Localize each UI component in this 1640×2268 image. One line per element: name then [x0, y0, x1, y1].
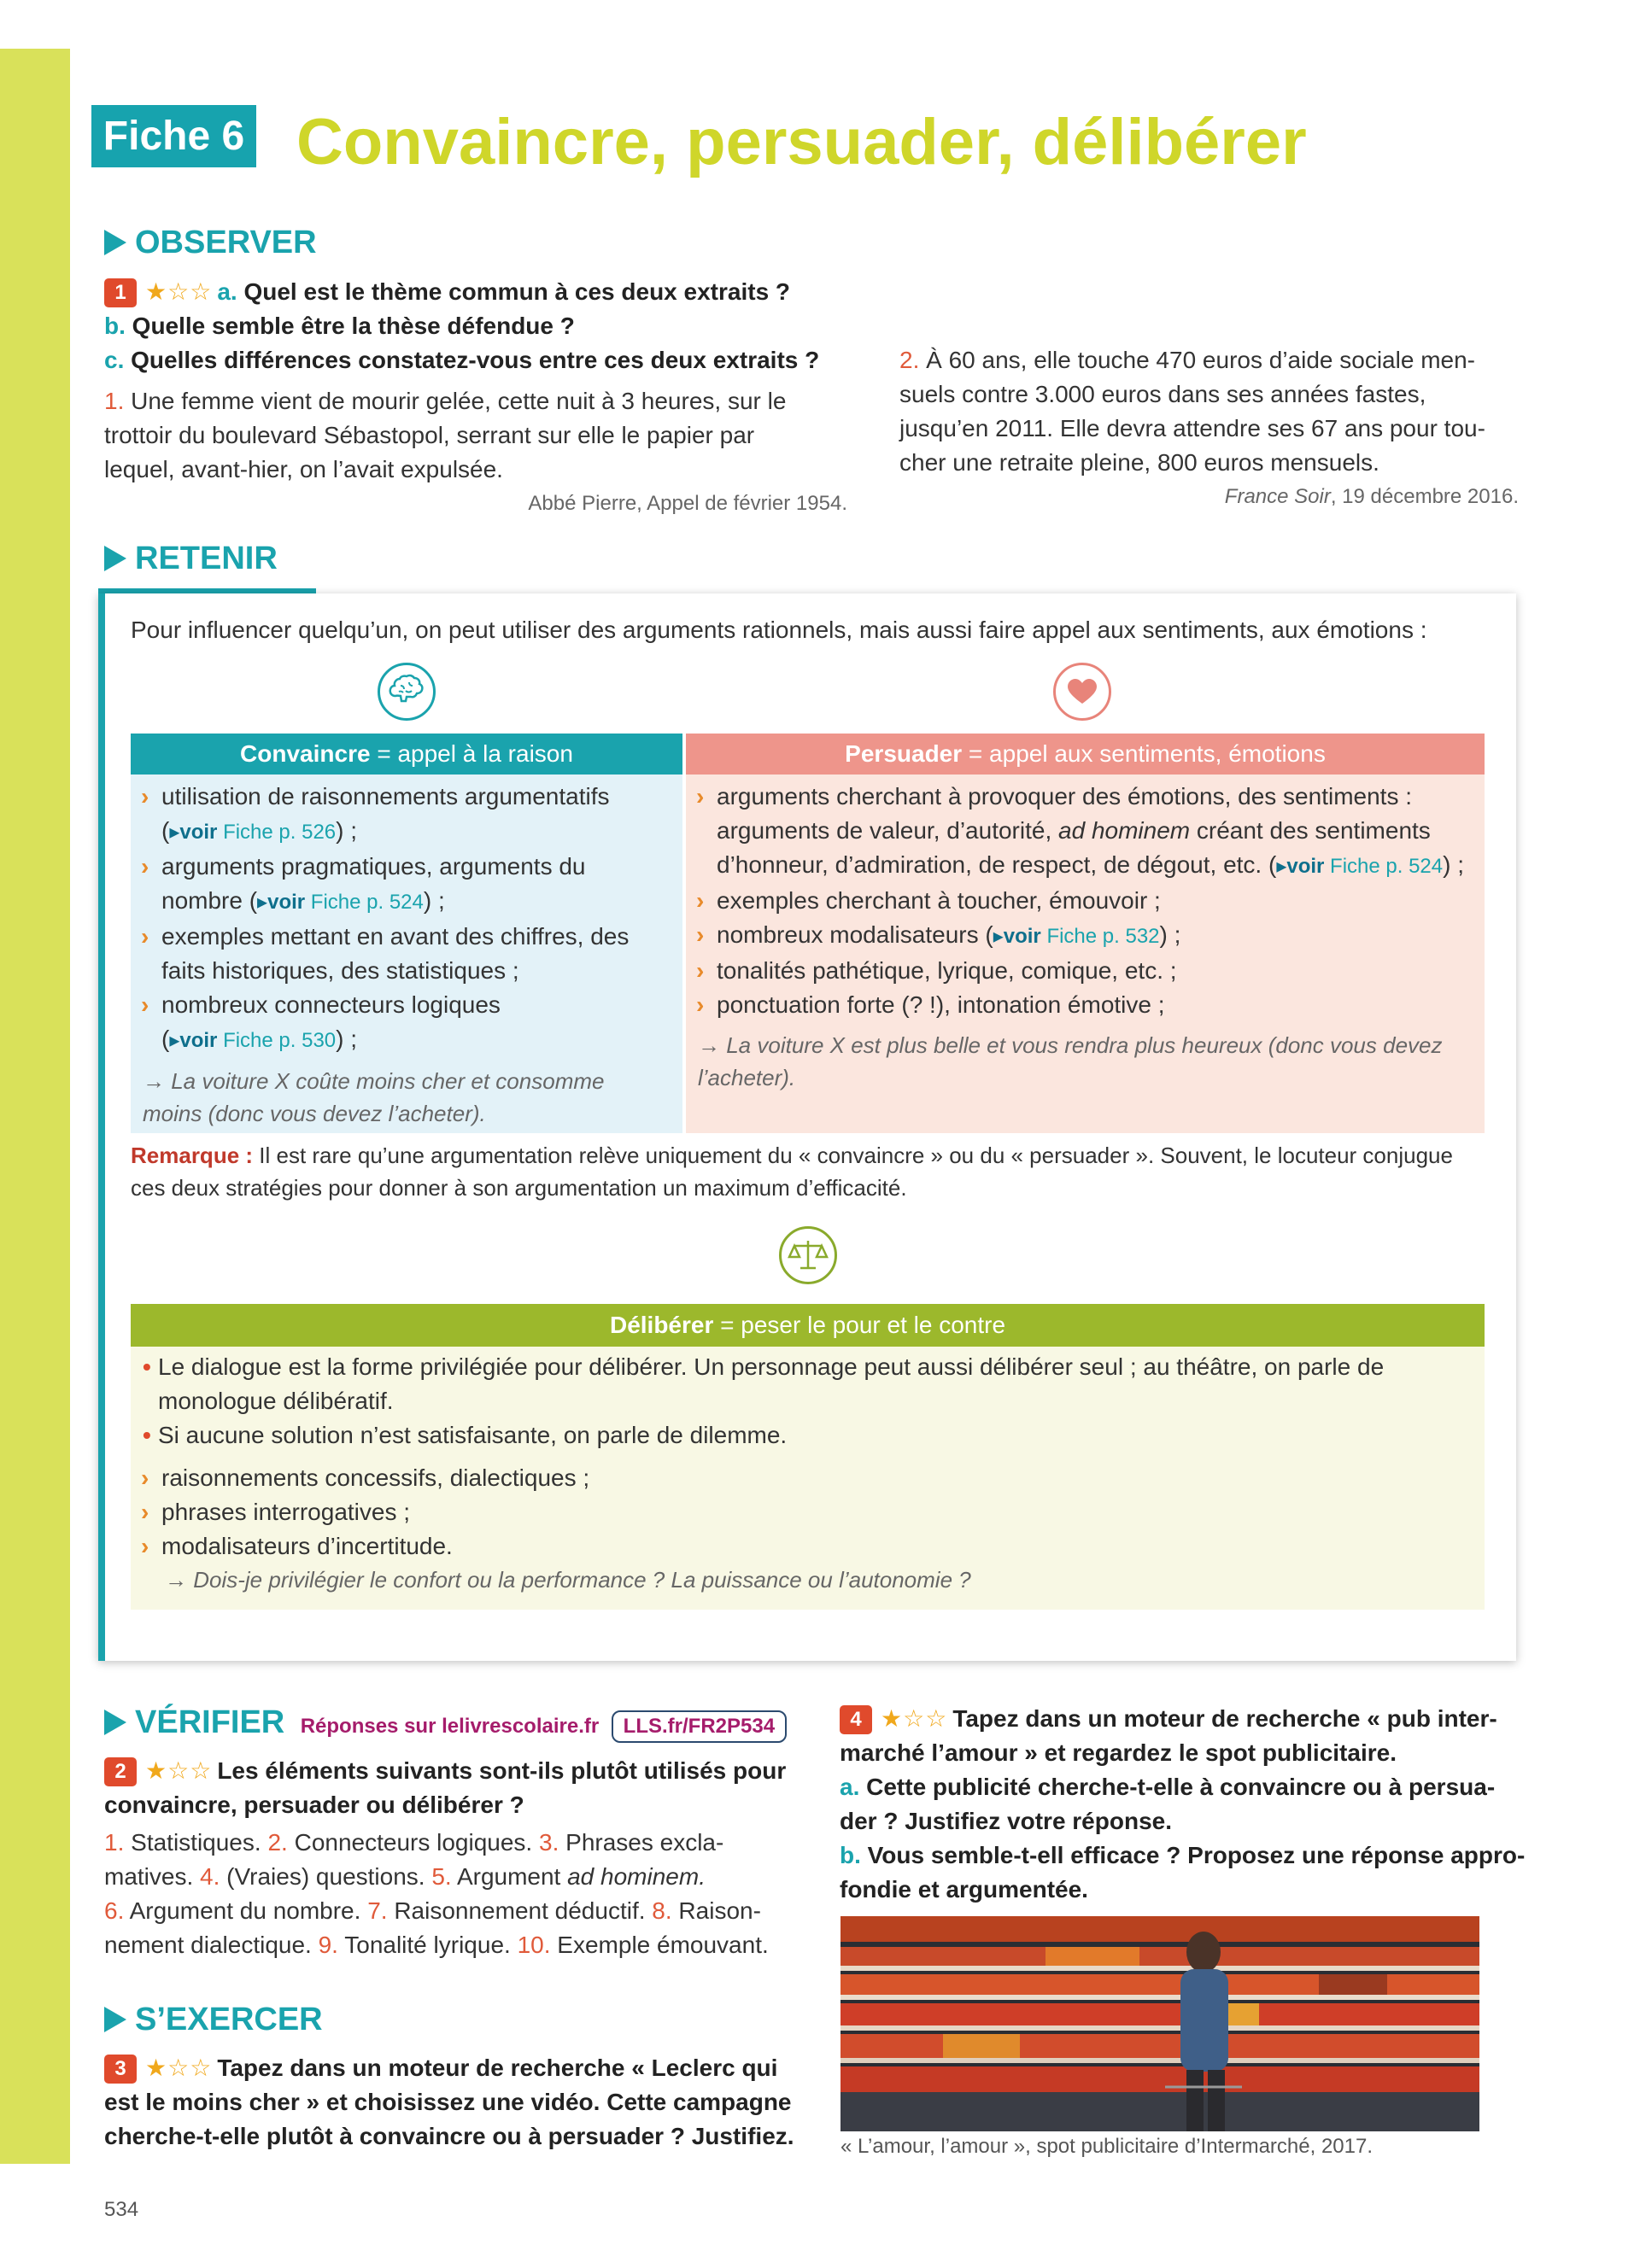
side-color-band	[0, 49, 70, 2164]
extract-2-source: France Soir, 19 décembre 2016.	[1224, 485, 1519, 508]
difficulty-stars: ★☆☆	[145, 278, 213, 305]
ad-photo	[840, 1916, 1479, 2131]
triangle-icon	[104, 1710, 126, 1735]
exercise-number: 1	[104, 278, 137, 307]
extract-1: 1. Une femme vient de mourir gelée, cette nuit à 3 heures, sur le trottoir du boulevard Sébastopol, serrant sur elle le papier par lequel, avant-hier, on l’avait expulsée. Abbé Pierre, Appel de février 1954.	[104, 384, 847, 521]
convaincre-header: Convaincre = appel à la raison	[131, 734, 682, 775]
ad-caption: « L’amour, l’amour », spot publicitaire d’Intermarché, 2017.	[840, 2135, 1374, 2158]
convaincre-column: Convaincre = appel à la raison › utilisation de raisonnements argumentatifs (▸voir Fiche p. 526) ; › arguments pragmatiques, arguments du nombre (▸voir Fiche p. 524) ; › exemples mettant en avant des chiffres, des faits historiques, des statistiques ; › nombreux connecteurs logiques (▸voir Fiche p. 530) ; → La voiture X coûte moins cher et consomme moins (donc vous devez l’acheter).	[131, 734, 682, 1133]
triangle-icon	[104, 2007, 126, 2032]
difficulty-stars: ★☆☆	[145, 1757, 213, 1784]
persuader-column: Persuader = appel aux sentiments, émotions › arguments cherchant à provoquer des émotions, des sentiments : arguments de valeur, d’autorité, ad hominem créant des sentiments d’honneur, d’admiration, de respect, de dégout, etc. (▸voir Fiche p. 524) ; › exemples cherchant à toucher, émouvoir ; › nombreux modalisateurs (▸voir Fiche p. 532) ; › tonalités pathétique, lyrique, comique, etc. ; › ponctuation forte (? !), intonation émotive ; → La voiture X est plus belle et vous rendra plus heureux (donc vous devez l’acheter).	[686, 734, 1485, 1133]
extract-1-source: Abbé Pierre, Appel de février 1954.	[528, 492, 847, 515]
triangle-icon	[104, 546, 126, 571]
exercise-4: 4 ★☆☆ Tapez dans un moteur de recherche « pub inter- marché l’amour » et regardez le spot publicitaire. a. Cette publicité cherche-t-elle à convaincre ou à persua- der ? Justifiez votre réponse. b. Vous semble-t-ell efficace ? Proposez une réponse appro- fondie et argumentée.	[840, 1705, 1526, 1903]
brain-icon	[378, 663, 436, 721]
exercise-number: 3	[104, 2055, 137, 2084]
exercer-heading: S’EXERCER	[104, 1999, 323, 2040]
difficulty-stars: ★☆☆	[881, 1705, 948, 1732]
convaincre-example: → La voiture X coûte moins cher et consomme moins (donc vous devez l’acheter).	[143, 1068, 605, 1126]
page-number: 534	[104, 2198, 139, 2221]
retenir-intro: Pour influencer quelqu’un, on peut utiliser des arguments rationnels, mais aussi faire appel aux sentiments, aux émotions :	[131, 617, 1427, 643]
fiche-badge: Fiche 6	[91, 105, 256, 167]
remarque: Remarque : Il est rare qu’une argumentation relève uniquement du « convaincre » ou du « persuader ». Souvent, le locuteur conjugue ces deux stratégies pour donner à son argumentation un maximum d’efficacité.	[131, 1143, 1453, 1201]
exercise-1: 1 ★☆☆ a. Quel est le thème commun à ces deux extraits ? b. Quelle semble être la thèse défendue ? c. Quelles différences constatez-vous entre ces deux extraits ?	[104, 278, 820, 373]
deliberer-panel: Délibérer = peser le pour et le contre • Le dialogue est la forme privilégiée pour délibérer. Un personnage peut aussi délibérer seul ; au théâtre, on parle de monologue délibératif. • Si aucune solution n’est satisfaisante, on parle de dilemme. › raisonnements concessifs, dialectiques ; › phrases interrogatives ; › modalisateurs d’incertitude. → Dois-je privilégier le confort ou la performance ? La puissance ou l’autonomie ?	[131, 1304, 1485, 1610]
retenir-heading: RETENIR	[104, 538, 278, 579]
exercise-3: 3 ★☆☆ Tapez dans un moteur de recherche « Leclerc qui est le moins cher » et choisissez une vidéo. Cette campagne cherche-t-elle plutôt à convaincre ou à persuader ? Justifiez.	[104, 2055, 794, 2149]
exercise-number: 2	[104, 1757, 137, 1786]
exercise-number: 4	[840, 1705, 872, 1734]
deliberer-example: → Dois-je privilégier le confort ou la performance ? La puissance ou l’autonomie ?	[165, 1567, 971, 1593]
extract-2: 2. À 60 ans, elle touche 470 euros d’aide sociale men- suels contre 3.000 euros dans ses années fastes, jusqu’en 2011. Elle devra attendre ses 67 ans pour tou- cher une retraite pleine, 800 euros mensuels. France Soir, 19 décembre 2016.	[899, 343, 1519, 514]
verifier-heading-row: VÉRIFIER Réponses sur lelivrescolaire.fr LLS.fr/FR2P534	[104, 1702, 787, 1743]
persuader-example: → La voiture X est plus belle et vous rendra plus heureux (donc vous devez l’acheter).	[698, 1032, 1443, 1090]
page-title: Convaincre, persuader, délibérer	[296, 106, 1307, 178]
observer-heading: OBSERVER	[104, 222, 317, 263]
difficulty-stars: ★☆☆	[145, 2055, 213, 2081]
triangle-icon	[104, 230, 126, 255]
deliberer-header: Délibérer = peser le pour et le contre	[131, 1304, 1485, 1347]
heart-icon	[1053, 663, 1111, 721]
answers-link-text: Réponses sur lelivrescolaire.fr	[300, 1715, 600, 1738]
scales-icon	[779, 1226, 837, 1284]
exercise-2: 2 ★☆☆ Les éléments suivants sont-ils plutôt utilisés pour convaincre, persuader ou délibérer ? 1. Statistiques. 2. Connecteurs logiques. 3. Phrases excla- matives. 4. (Vraies) questions. 5. Argument ad hominem. 6. Argument du nombre. 7. Raisonnement déductif. 8. Raison- nement dialectique. 9. Tonalité lyrique. 10. Exemple émouvant.	[104, 1757, 787, 1958]
lls-link[interactable]: LLS.fr/FR2P534	[612, 1710, 787, 1743]
persuader-header: Persuader = appel aux sentiments, émotions	[686, 734, 1485, 775]
